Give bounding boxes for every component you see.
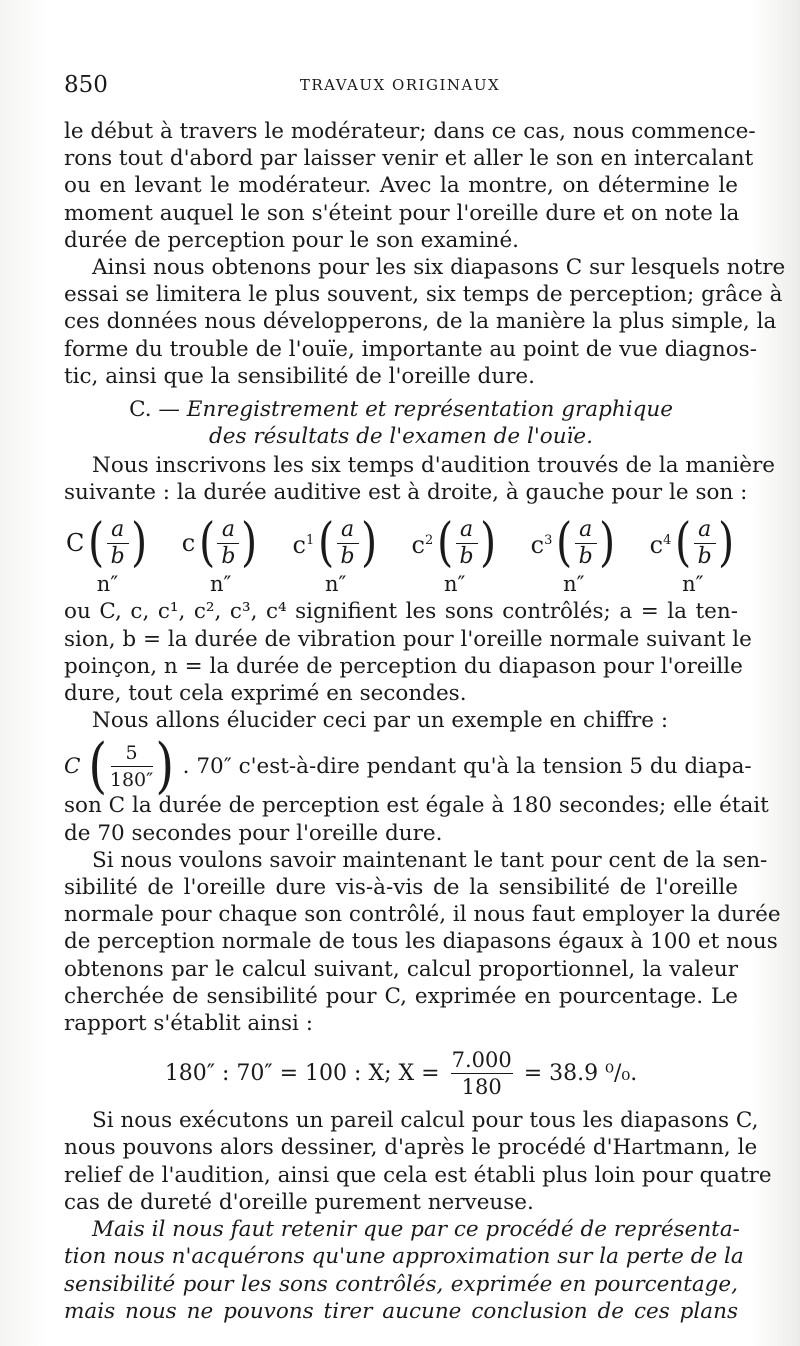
fraction-denominator: b [340, 543, 355, 569]
formula-fraction [448, 1049, 516, 1098]
page-number: 850 [64, 72, 108, 98]
text-line: poinçon, n = la durée de perception du diapason pour l'oreille [64, 653, 743, 679]
fork-symbol [531, 527, 553, 559]
left-paren: ( [675, 513, 692, 574]
fraction-denominator: b [221, 543, 236, 569]
duration-label: n″ [324, 572, 347, 597]
formula-denominator: 180 [461, 1074, 502, 1099]
fraction [694, 516, 716, 569]
fork-superscript: 1 [305, 533, 315, 549]
text-line: Si nous exécutons un pareil calcul pour tous les diapasons C, [92, 1108, 759, 1134]
text-line: moment auquel le son s'éteint pour l'oreille dure et on note la [64, 200, 740, 226]
text-line: obtenons par le calcul suivant, calcul proportionnel, la valeur [64, 956, 738, 982]
right-paren: ) [241, 513, 258, 574]
section-title-line-1: Enregistrement et représentation graphique [186, 397, 673, 423]
fraction-numerator: a [221, 516, 236, 542]
notation-term [292, 513, 378, 574]
formula-numerator: 7.000 [451, 1047, 512, 1072]
fraction [217, 516, 239, 569]
fraction-denominator: b [110, 543, 125, 569]
fork-superscript: 3 [544, 533, 553, 549]
fork-symbol [650, 527, 672, 559]
fork-symbol [412, 527, 434, 559]
fraction [107, 516, 129, 569]
paragraph-5 [64, 707, 769, 847]
fork-symbol [66, 530, 84, 557]
text-line: Nous inscrivons les six temps d'audition trouvés de la manière [92, 453, 776, 479]
duration-label: n″ [682, 572, 704, 597]
text-line: tic, ainsi que la sensibilité de l'oreille dure. [64, 363, 535, 389]
page-body [64, 118, 786, 1325]
paragraph-1 [64, 118, 756, 254]
fraction-numerator: a [698, 516, 712, 542]
paragraph-4 [64, 598, 752, 707]
proportion-formula [64, 1045, 738, 1101]
example-numerator: 5 [125, 741, 138, 764]
right-paren: ) [717, 513, 734, 574]
example-denominator: 180″ [109, 768, 154, 791]
text-line: relief de l'audition, ainsi que cela est établi plus loin pour quatre [64, 1162, 772, 1188]
tuning-fork-notation [66, 513, 149, 598]
paragraph-8 [64, 1216, 744, 1325]
fork-superscript: 2 [425, 533, 434, 549]
text-line: cherchée de sensibilité pour C, exprimée en pourcentage. Le [64, 983, 738, 1009]
section-heading [64, 396, 738, 450]
example-rest: . 70″ c'est-à-dire pendant qu'à la tension 5 du diapa- [182, 753, 752, 779]
text-line: son C la durée de perception est égale à 180 secondes; elle était [64, 793, 769, 819]
text-line: cas de dureté d'oreille purement nerveuse. [64, 1189, 534, 1215]
text-line: ou en levant le modérateur. Avec la montre, on détermine le [64, 173, 738, 199]
fraction [456, 516, 478, 569]
notation-term [181, 513, 260, 574]
left-paren: ( [556, 513, 573, 574]
fraction-numerator: a [579, 516, 593, 542]
formula-left: 180″ : 70″ = 100 : X; X = [164, 1060, 440, 1086]
text-line: Ainsi nous obtenons pour les six diapasons C sur lesquels notre [92, 255, 786, 281]
fraction-bar [451, 1073, 513, 1074]
text-line: sibilité de l'oreille dure vis-à-vis de la sensibilité de l'oreille [64, 875, 738, 901]
fork-symbol [182, 530, 195, 557]
tuning-fork-notation [292, 513, 378, 598]
text-line: sion, b = la durée de vibration pour l'oreille normale suivant le [64, 626, 752, 652]
text-line: tion nous n'acquérons qu'une approximation sur la perte de la [64, 1244, 744, 1270]
fraction [337, 516, 359, 569]
duration-label: n″ [210, 572, 232, 597]
text-line: rons tout d'abord par laisser venir et aller le son en intercalant [64, 146, 754, 172]
notation-term [530, 513, 617, 574]
left-paren: ( [88, 731, 108, 802]
right-paren: ) [360, 513, 377, 574]
fraction-numerator: a [460, 516, 474, 542]
duration-label: n″ [444, 572, 466, 597]
text-line: suivante : la durée auditive est à droite, à gauche pour le son : [64, 480, 748, 506]
fraction-numerator: a [111, 516, 125, 542]
fork-symbol-letter: C [66, 528, 85, 557]
left-paren: ( [437, 513, 454, 574]
right-paren: ) [598, 513, 615, 574]
example-fraction [86, 731, 176, 802]
fraction-bar [111, 766, 153, 767]
text-line: forme du trouble de l'ouïe, importante au point de vue diagnos- [64, 336, 757, 362]
text-line: de perception normale de tous les diapasons égaux à 100 et nous [64, 929, 778, 955]
text-line: normale pour chaque son contrôlé, il nous faut employer la durée [64, 902, 781, 928]
fraction-denominator: b [459, 543, 474, 569]
example-symbol: C [64, 753, 81, 779]
text-line: essai se limitera le plus souvent, six temps de perception; grâce à [64, 282, 783, 308]
notation-term [649, 513, 736, 574]
duration-label: n″ [563, 572, 585, 597]
tuning-fork-notation [649, 513, 736, 598]
tuning-fork-notation [181, 513, 260, 598]
left-paren: ( [88, 513, 105, 574]
paragraph-2 [64, 254, 786, 390]
fraction-denominator: b [697, 543, 712, 569]
running-title: TRAVAUX ORIGINAUX [299, 76, 501, 94]
tuning-fork-notation [411, 513, 498, 598]
text-line: nous pouvons alors dessiner, d'après le procédé d'Hartmann, le [64, 1135, 758, 1161]
fork-superscript: 4 [663, 533, 672, 549]
fork-symbol-letter: c [649, 531, 664, 560]
duration-label: n″ [96, 572, 119, 597]
fraction [575, 516, 597, 569]
text-line: rapport s'établit ainsi : [64, 1011, 313, 1037]
fork-symbol [292, 527, 314, 559]
fork-symbol-letter: c [530, 531, 545, 560]
text-line: durée de perception pour le son examiné. [64, 227, 520, 253]
left-paren: ( [199, 513, 216, 574]
right-paren: ) [130, 513, 147, 574]
paragraph-3 [64, 452, 776, 506]
example-notation-line [64, 731, 752, 802]
fork-symbol-letter: c [411, 531, 425, 560]
tuning-fork-notation [530, 513, 617, 598]
text-line: mais nous ne pouvons tirer aucune conclusion de ces plans [64, 1298, 738, 1324]
fraction-denominator: b [578, 543, 593, 569]
right-paren: ) [479, 513, 496, 574]
formula-right: = 38.9 ⁰/₀. [523, 1060, 638, 1086]
text-line: de 70 secondes pour l'oreille dure. [64, 820, 443, 846]
text-line: Nous allons élucider ceci par un exemple en chiffre : [92, 708, 669, 734]
paragraph-6 [64, 847, 781, 1037]
fork-symbol-letter: c [292, 531, 306, 560]
notation-term [66, 513, 149, 574]
notation-term [411, 513, 498, 574]
fraction-numerator: a [340, 516, 355, 542]
text-line: ces données nous développerons, de la manière la plus simple, la [64, 309, 777, 335]
fork-symbol-letter: c [181, 528, 196, 557]
right-paren: ) [155, 731, 175, 802]
section-title-line-2: des résultats de l'examen de l'ouïe. [209, 424, 593, 450]
text-line: le début à travers le modérateur; dans ce cas, nous commence- [64, 119, 756, 144]
text-line: Si nous voulons savoir maintenant le tant pour cent de la sen- [92, 847, 768, 873]
text-line: sensibilité pour les sons contrôlés, exprimée en pourcentage, [64, 1271, 738, 1297]
paragraph-7 [64, 1107, 772, 1216]
text-line: ou C, c, c¹, c², c³, c⁴ signifient les sons contrôlés; a = la ten- [64, 599, 738, 625]
left-paren: ( [318, 513, 335, 574]
tuning-fork-notation-row [66, 514, 736, 598]
section-lead: C. — [129, 397, 180, 423]
text-line: Mais il nous faut retenir que par ce procédé de représenta- [92, 1217, 740, 1243]
page-header [64, 72, 736, 102]
text-line: dure, tout cela exprimé en secondes. [64, 681, 467, 707]
